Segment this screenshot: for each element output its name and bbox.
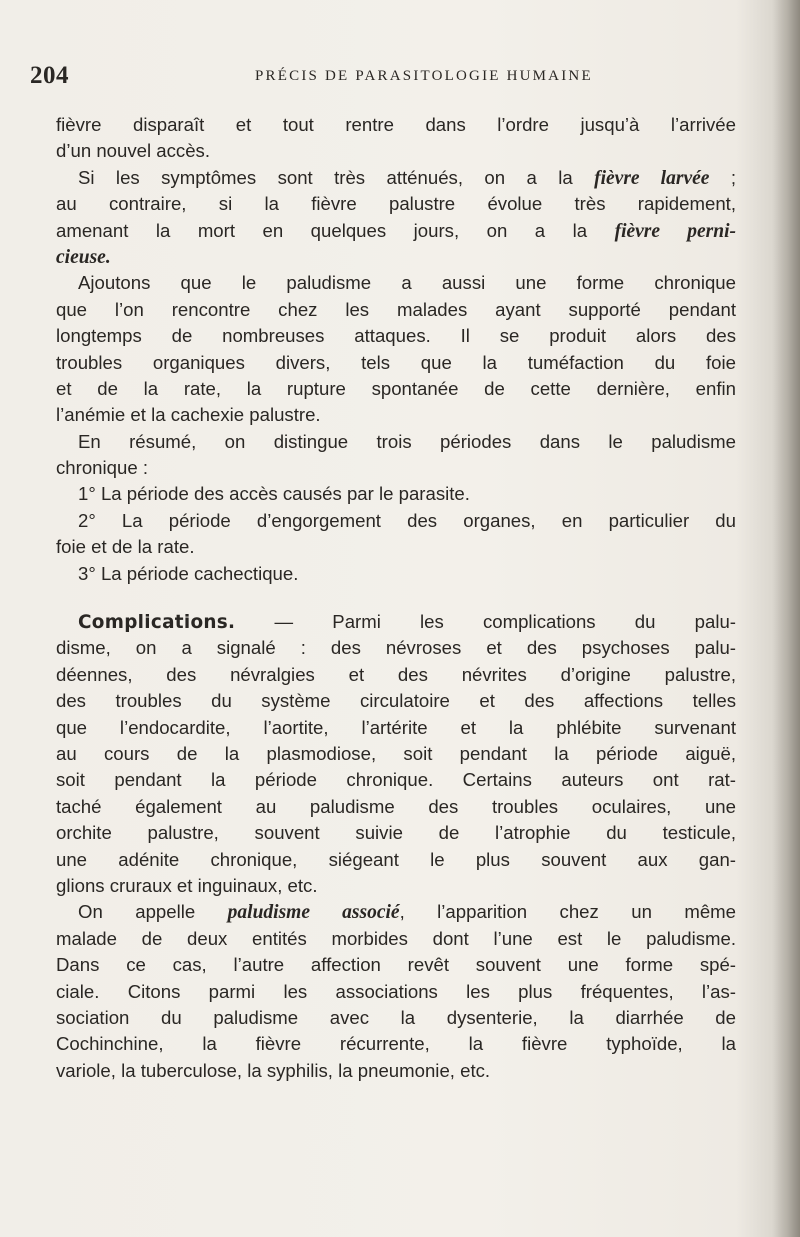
text-line: au contraire, si la fièvre palustre évolue très rapidement, <box>56 193 736 215</box>
text-line: des troubles du système circulatoire et des affections telles <box>56 690 736 712</box>
text-line: disme, on a signalé : des névroses et des psychoses palu- <box>56 637 736 659</box>
text-line: d’un nouvel accès. <box>56 140 211 162</box>
list-item: 1° La période des accès causés par le parasite. <box>78 483 470 505</box>
text-line: Ajoutons que le paludisme a aussi une forme chronique <box>78 272 736 294</box>
text-run: ; <box>709 166 736 188</box>
text-line: fièvre disparaît et tout rentre dans l’ordre jusqu’à l’arrivée <box>56 114 736 135</box>
page-header <box>30 62 770 96</box>
text-line: Dans ce cas, l’autre affection revêt souvent une forme spé- <box>56 954 736 976</box>
text-line: et de la rate, la rupture spontanée de cette dernière, enfin <box>56 377 736 399</box>
text-line: variole, la tuberculose, la syphilis, la pneumonie, etc. <box>56 1059 491 1081</box>
list-item: 3° La période cachectique. <box>78 562 299 584</box>
text-run: — Parmi les complications du palu- <box>235 611 736 633</box>
text-line: l’anémie et la cachexie palustre. <box>56 404 321 426</box>
text-line: déennes, des névralgies et des névrites d’origine palustre, <box>56 663 736 685</box>
text-line: troubles organiques divers, tels que la tuméfaction du foie <box>56 351 736 373</box>
text-line: En résumé, on distingue trois périodes dans le paludisme <box>78 430 736 452</box>
section-gap <box>56 587 736 609</box>
page-edge-shadow <box>772 0 800 1237</box>
text-line: soit pendant la période chronique. Certains auteurs ont rat- <box>56 769 736 791</box>
text-line: glions cruraux et inguinaux, etc. <box>56 874 318 896</box>
text-line: ciale. Citons parmi les associations les plus fréquentes, l’as- <box>56 980 736 1002</box>
list-item-continuation: foie et de la rate. <box>56 536 195 558</box>
text-line: au cours de la plasmodiose, soit pendant la période aiguë, <box>56 742 736 764</box>
text-run: On appelle <box>78 901 228 923</box>
term-paludisme-associe: paludisme associé <box>227 902 400 924</box>
body-text <box>56 112 736 1084</box>
text-line: orchite palustre, souvent suivie de l’atrophie du testicule, <box>56 822 736 844</box>
text-run: Si les symptômes sont très atténués, on a la <box>78 166 595 188</box>
text-line <box>56 165 736 191</box>
text-line: malade de deux entités morbides dont l’une est le paludisme. <box>56 927 736 949</box>
text-line <box>56 218 736 244</box>
text-line: longtemps de nombreuses attaques. Il se produit alors des <box>56 325 736 347</box>
text-line: sociation du paludisme avec la dysenterie, la diarrhée de <box>56 1006 736 1028</box>
page-number: 204 <box>30 62 69 89</box>
text-run: amenant la mort en quelques jours, on a la <box>56 219 615 241</box>
section-heading-complications: Complications. <box>78 612 236 634</box>
text-line: chronique : <box>56 457 148 479</box>
text-line: Cochinchine, la fièvre récurrente, la fièvre typhoïde, la <box>56 1033 736 1055</box>
text-line: que l’on rencontre chez les malades ayant supporté pendant <box>56 298 736 320</box>
term-fievre-larvee: fièvre larvée <box>594 167 710 189</box>
list-item: 2° La période d’engorgement des organes, en particulier du <box>78 509 736 531</box>
text-line <box>56 899 736 925</box>
text-line: une adénite chronique, siégeant le plus souvent aux gan- <box>56 848 736 870</box>
text-line <box>56 244 736 270</box>
text-run: , l’apparition chez un même <box>399 901 737 923</box>
text-line <box>56 609 736 635</box>
text-line: taché également au paludisme des troubles oculaires, une <box>56 795 736 817</box>
running-head: PRÉCIS DE PARASITOLOGIE HUMAINE <box>255 68 593 84</box>
term-fievre-pernicieuse: fièvre perni- <box>614 220 736 242</box>
text-line: que l’endocardite, l’aortite, l’artérite et la phlébite survenant <box>56 716 736 738</box>
term-fievre-pernicieuse-end: cieuse. <box>56 246 111 268</box>
